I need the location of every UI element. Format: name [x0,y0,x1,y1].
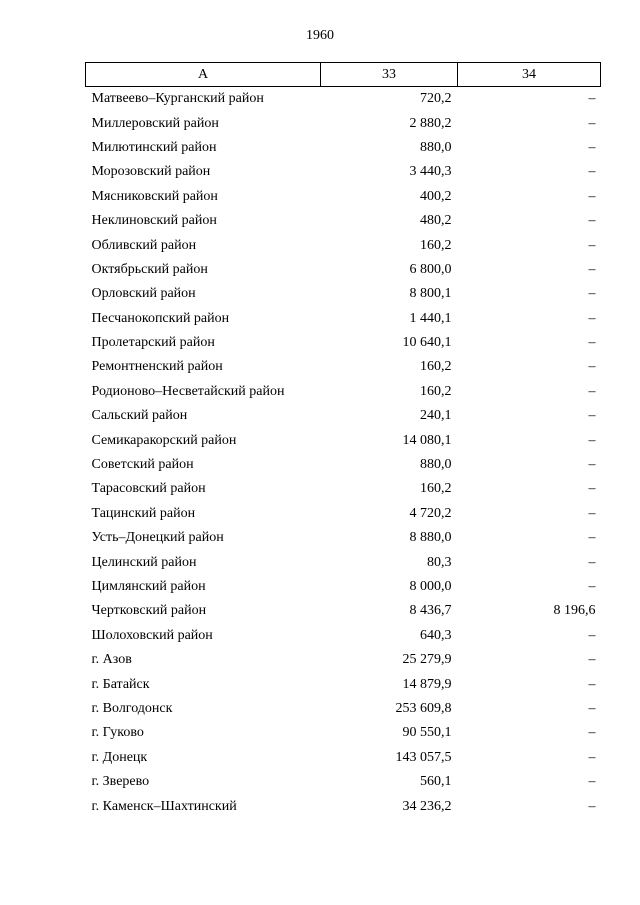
table-row [86,770,601,794]
row-value-33-cell: 560,1 [420,774,452,790]
row-name-cell: Тарасовский район [91,481,206,497]
row-value-34-cell: – [588,261,596,277]
table-row [86,233,601,257]
row-name-cell: Ремонтненский район [91,359,223,375]
row-value-33-cell: 720,2 [420,91,452,107]
row-value-34-cell: – [588,359,596,375]
data-table [85,62,601,819]
header-row [86,63,601,87]
table-body [86,87,601,819]
row-value-33-cell: 143 057,5 [395,749,452,765]
row-name-cell: г. Батайск [91,676,150,692]
row-value-34-cell: – [588,627,596,643]
row-value-33-cell: 880,0 [420,139,452,155]
row-name-cell: Семикаракорский район [91,432,237,448]
row-value-33-cell: 160,2 [420,383,452,399]
table-row [86,136,601,160]
table-row [86,428,601,452]
row-value-33-cell: 880,0 [420,457,452,473]
row-name-cell: Родионово–Несветайский район [91,383,285,399]
row-value-34-cell: – [588,457,596,473]
row-value-34-cell: – [588,164,596,180]
row-value-34-cell: – [588,579,596,594]
row-value-34-cell: – [588,554,596,570]
table-row [86,502,601,526]
table-row [86,648,601,672]
row-name-cell: г. Зверево [91,774,150,790]
row-name-cell: г. Каменск–Шахтинский [91,798,237,814]
row-value-34-cell: – [588,530,596,546]
row-value-33-cell: 2 880,2 [409,115,452,131]
row-value-33-cell: 10 640,1 [402,335,452,351]
row-name-cell: Обливский район [91,237,197,253]
row-name-cell: Шолоховский район [91,627,213,643]
row-value-34-cell: – [588,725,596,741]
row-name-cell: Сальский район [91,408,188,424]
table-row [86,404,601,428]
row-name-cell: Орловский район [91,286,196,302]
row-value-33-cell: 8 800,1 [409,286,452,302]
row-value-33-cell: 253 609,8 [395,700,452,716]
table-row [86,624,601,648]
row-name-cell: Морозовский район [91,164,211,180]
row-name-cell: Мясниковский район [91,188,218,204]
row-value-34-cell: – [588,91,596,107]
row-value-33-cell: 3 440,3 [409,164,452,180]
table-row [86,355,601,379]
row-value-33-cell: 8 436,7 [409,603,452,619]
table-row [86,258,601,282]
row-value-34-cell: – [588,213,596,229]
row-name-cell: Неклиновский район [91,213,217,229]
row-value-34-cell: – [588,481,596,497]
row-value-34-cell: – [588,749,596,765]
row-name-cell: г. Донецк [91,749,148,765]
column-header-name: А [86,63,321,87]
row-value-34-cell: 8 196,6 [553,603,596,619]
row-value-34-cell: – [588,432,596,448]
table-row [86,746,601,770]
table-row [86,550,601,574]
table-row [86,575,601,599]
row-value-33-cell: 160,2 [420,237,452,253]
row-value-33-cell: 400,2 [420,188,452,204]
row-name-cell: Пролетарский район [91,335,215,351]
row-name-cell: г. Гуково [91,725,144,741]
table-row [86,209,601,233]
row-value-33-cell: 25 279,9 [402,652,452,668]
table-row [86,331,601,355]
row-value-34-cell: – [588,652,596,668]
table-row [86,672,601,696]
table-row [86,477,601,501]
row-value-34-cell: – [588,700,596,716]
row-value-34-cell: – [588,408,596,424]
row-value-33-cell: 640,3 [420,627,452,643]
row-value-34-cell: – [588,286,596,302]
row-value-33-cell: 34 236,2 [402,798,452,814]
row-value-33-cell: 14 879,9 [402,676,452,692]
row-value-34-cell: – [588,139,596,155]
row-name-cell: Песчанокопский район [91,310,230,326]
row-value-33-cell: 14 080,1 [402,432,452,448]
table-row [86,282,601,306]
row-name-cell: Целинский район [91,554,197,570]
table-row [86,160,601,184]
table-row [86,111,601,135]
row-value-33-cell: 160,2 [420,359,452,375]
table-row [86,697,601,721]
column-header-34: 34 [458,63,601,87]
row-value-33-cell: 90 550,1 [402,725,452,741]
row-name-cell: Усть–Донецкий район [91,530,224,546]
page-number: 1960 [306,28,334,43]
row-value-33-cell: 8 000,0 [409,579,452,594]
row-value-33-cell: 80,3 [427,554,452,570]
row-value-34-cell: – [588,383,596,399]
row-name-cell: Матвеево–Курганский район [91,91,264,107]
column-header-33: 33 [321,63,458,87]
row-name-cell: Тацинский район [91,505,196,521]
row-name-cell: г. Волгодонск [91,700,173,716]
row-value-33-cell: 1 440,1 [409,310,452,326]
table-row [86,599,601,623]
table-row [86,307,601,331]
table-row [86,380,601,404]
row-value-34-cell: – [588,774,596,790]
row-name-cell: Милютинский район [91,139,217,155]
row-value-34-cell: – [588,237,596,253]
row-value-34-cell: – [588,505,596,521]
row-name-cell: Цимлянский район [91,579,206,594]
row-value-34-cell: – [588,310,596,326]
table-row [86,526,601,550]
row-value-34-cell: – [588,676,596,692]
row-value-33-cell: 6 800,0 [409,261,452,277]
row-value-34-cell: – [588,335,596,351]
table-row [86,87,601,112]
row-name-cell: Октябрьский район [91,261,208,277]
row-name-cell: Чертковский район [91,603,207,619]
table-row [86,721,601,745]
row-name-cell: г. Азов [91,652,132,668]
row-value-34-cell: – [588,188,596,204]
table-row [86,453,601,477]
row-value-34-cell: – [588,798,596,814]
row-value-33-cell: 8 880,0 [409,530,452,546]
table-row [86,794,601,818]
row-value-33-cell: 160,2 [420,481,452,497]
row-name-cell: Миллеровский район [91,115,219,131]
row-value-33-cell: 4 720,2 [409,505,452,521]
row-value-34-cell: – [588,115,596,131]
row-name-cell: Советский район [91,457,194,473]
row-value-33-cell: 240,1 [420,408,452,424]
table-row [86,185,601,209]
row-value-33-cell: 480,2 [420,213,452,229]
